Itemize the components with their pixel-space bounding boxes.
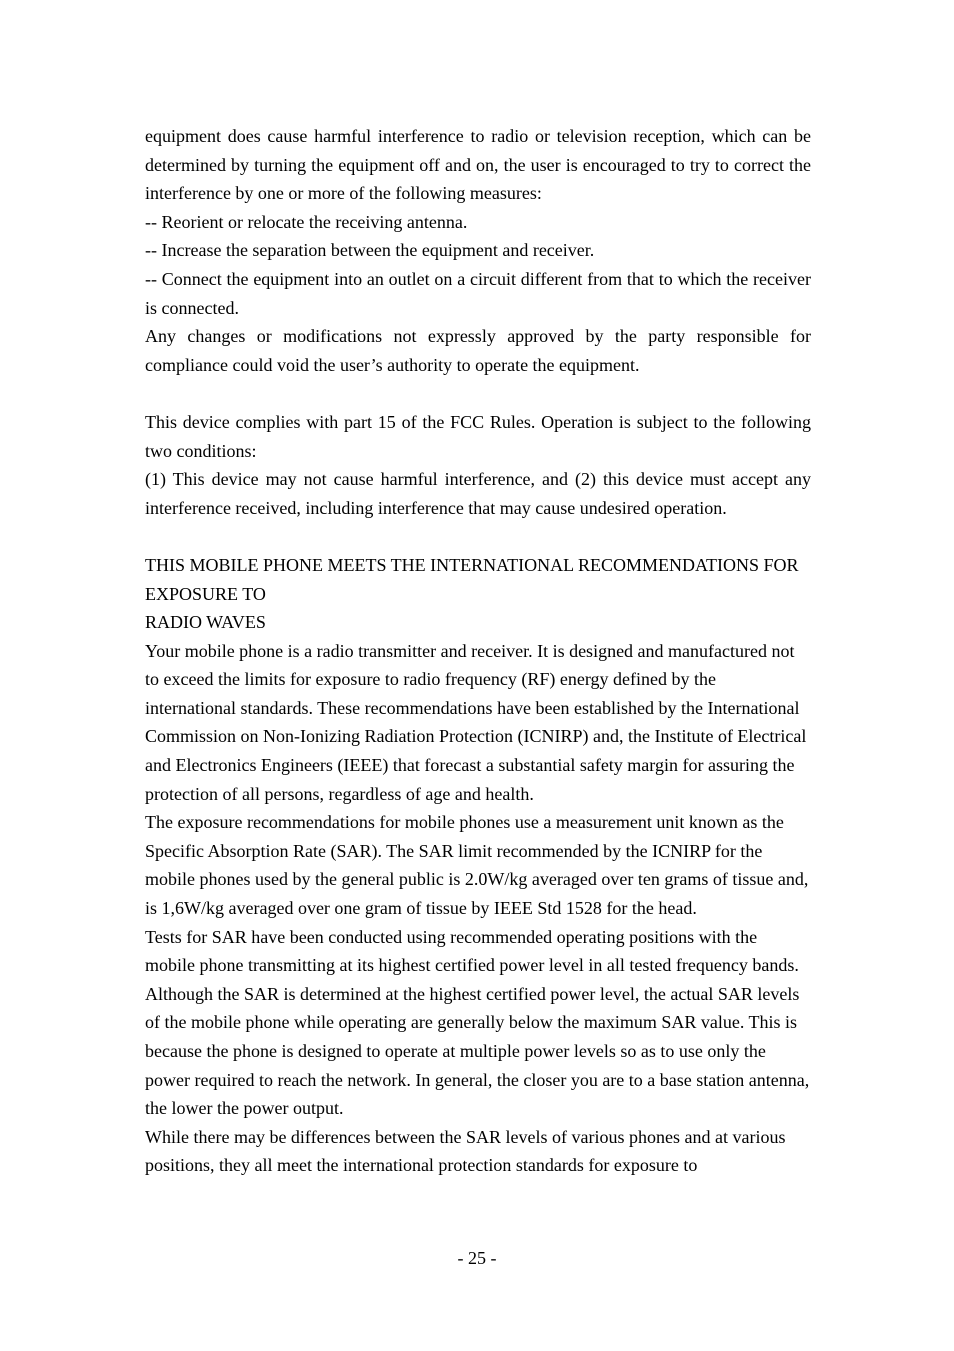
section-heading: THIS MOBILE PHONE MEETS THE INTERNATIONAL RECOMMENDATIONS FOR EXPOSURE TO <box>145 554 799 604</box>
paragraph-spacer <box>145 522 811 551</box>
list-item-connect-outlet: -- Connect the equipment into an outlet on a circuit different from that to which the receiver is connected. <box>145 268 811 318</box>
paragraph-spacer <box>145 379 811 408</box>
paragraph-sar-tests: Tests for SAR have been conducted using recommended operating positions with the mobile phone transmitting at its highest certified power level in all tested frequency bands. Although the SAR is determined at the highest certified power level, the actual SAR levels of the mobile phone while operating are generally below the maximum SAR value. This is because the phone is designed to operate at multiple power levels so as to use only the power required to reach the network. In general, the closer you are to a base station antenna, the lower the power output. <box>145 926 810 1119</box>
paragraph-fcc-compliance: This device complies with part 15 of the FCC Rules. Operation is subject to the following two conditions: <box>145 411 811 461</box>
document-body <box>145 122 811 1180</box>
paragraph-sar-differences: While there may be differences between the SAR levels of various phones and at various positions, they all meet the international protection standards for exposure to <box>145 1126 786 1176</box>
paragraph-fcc-conditions: (1) This device may not cause harmful interference, and (2) this device must accept any interference received, including interference that may cause undesired operation. <box>145 469 811 518</box>
paragraph-sar-recommendations: The exposure recommendations for mobile phones use a measurement unit known as the Specific Absorption Rate (SAR). The SAR limit recommended by the ICNIRP for the mobile phones used by the general public is 2.0W/kg averaged over ten grams of tissue and, is 1,6W/kg averaged over one gram of tissue by IEEE Std 1528 for the head. <box>145 812 809 919</box>
section-heading-continued: RADIO WAVES <box>145 612 266 633</box>
paragraph-radio-transmitter: Your mobile phone is a radio transmitter and receiver. It is designed and manufactured not to exceed the limits for exposure to radio frequency (RF) energy defined by the international standards. These recommendations have been established by the International Commission on Non-Ionizing Radiation Protection (ICNIRP) and, the Institute of Electrical and Electronics Engineers (IEEE) that forecast a substantial safety margin for assuring the protection of all persons, regardless of age and health. <box>145 640 807 804</box>
page-number: - 25 - <box>457 1248 497 1268</box>
list-item-increase-separation: -- Increase the separation between the equipment and receiver. <box>145 240 595 261</box>
paragraph-modifications-warning: Any changes or modifications not expressly approved by the party responsible for compliance could void the user’s authority to operate the equipment. <box>145 326 811 375</box>
list-item-reorient-antenna: -- Reorient or relocate the receiving antenna. <box>145 211 468 232</box>
paragraph-interference-measures: equipment does cause harmful interference to radio or television reception, which can be determined by turning the equipment off and on, the user is encouraged to try to correct the interference by one or more of the following measures: <box>145 126 811 204</box>
